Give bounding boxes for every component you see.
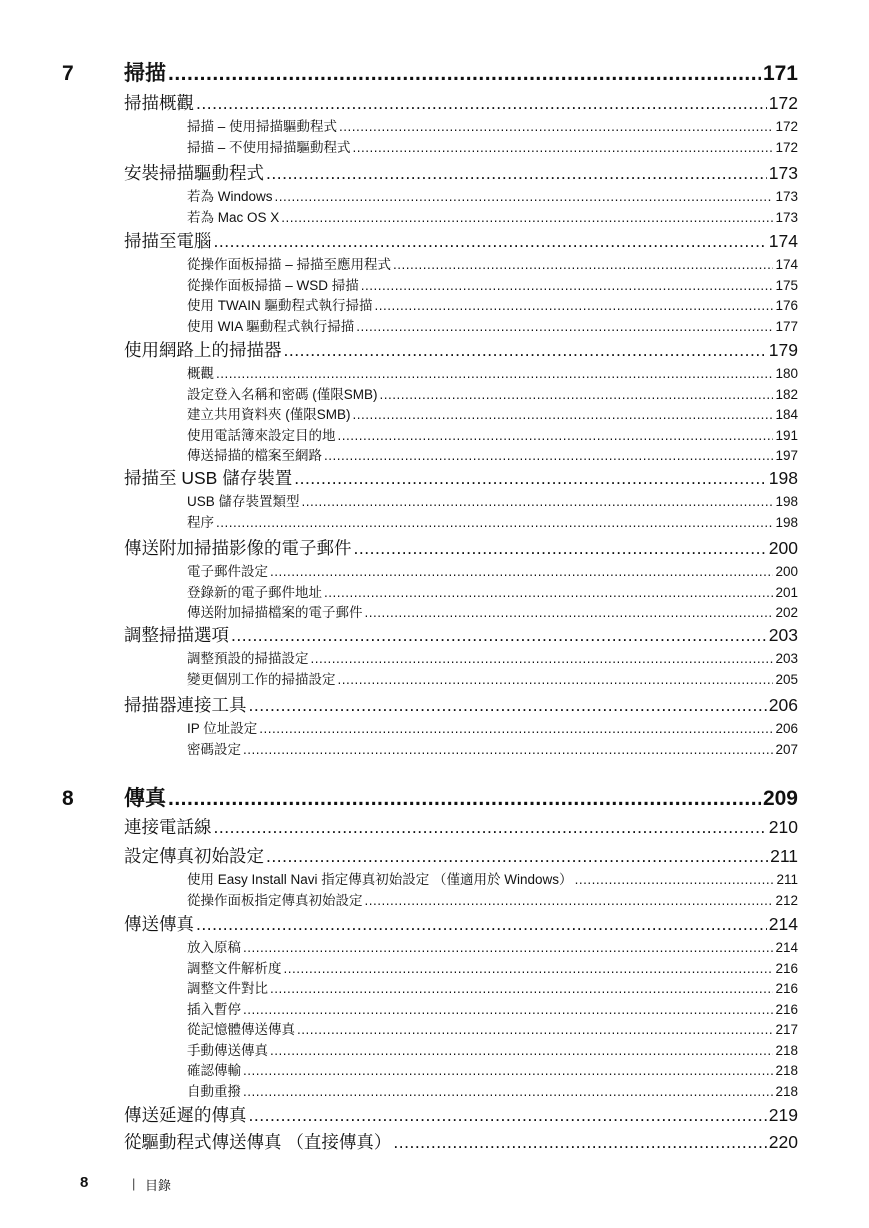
subsection-entry-title: 若為 Windows [187, 189, 273, 204]
dot-leader [353, 406, 774, 424]
subsection-entry-title: 使用 TWAIN 驅動程式執行掃描 [187, 298, 373, 313]
subsection-entry-title: 調整預設的掃描設定 [187, 651, 309, 666]
dot-leader [243, 939, 773, 957]
subsection-entry-title: 調整文件對比 [187, 981, 268, 996]
dot-leader [324, 584, 773, 602]
subsection-entry-title: 程序 [187, 514, 214, 530]
subsection-entry-page: 172 [775, 119, 798, 134]
subsection-entry-page: 184 [775, 407, 798, 422]
subsection-entry[interactable] [187, 514, 798, 532]
dot-leader [365, 892, 774, 910]
subsection-entry-title: 掃描 – 使用掃描驅動程式 [187, 119, 338, 134]
subsection-entry-page: 202 [775, 605, 798, 620]
subsection-entry[interactable] [187, 118, 798, 136]
subsection-entry-page: 176 [775, 298, 798, 313]
subsection-entry-page: 182 [775, 386, 798, 402]
subsection-entry[interactable] [187, 650, 798, 668]
dot-leader [353, 139, 774, 157]
section-entry-title: 使用網路上的掃描器 [124, 340, 282, 360]
subsection-entry[interactable] [187, 447, 798, 465]
subsection-entry-page: 200 [775, 564, 798, 579]
section-entry[interactable] [124, 537, 798, 559]
section-entry-page: 173 [768, 163, 798, 183]
subsection-entry-page: 198 [775, 514, 798, 530]
subsection-entry-page: 218 [775, 1083, 798, 1099]
subsection-entry-page: 191 [775, 427, 798, 443]
footer-page-number: 8 [80, 1174, 89, 1191]
section-entry[interactable] [124, 845, 798, 867]
subsection-entry-title: 使用 Easy Install Navi 指定傳真初始設定 （僅適用於 Windows） [187, 872, 573, 887]
dot-leader [216, 514, 773, 532]
dot-leader [575, 871, 775, 889]
footer-label: 目錄 [145, 1178, 172, 1193]
chapter-number: 8 [62, 787, 74, 810]
subsection-entry-page: 180 [775, 366, 798, 381]
dot-leader [393, 1131, 766, 1153]
dot-leader [243, 1083, 773, 1101]
section-entry-page: 214 [768, 914, 798, 934]
subsection-entry-page: 206 [775, 721, 798, 736]
dot-leader [354, 537, 767, 559]
subsection-entry-title: 調整文件解析度 [187, 960, 282, 976]
dot-leader [281, 209, 773, 227]
dot-leader [356, 318, 773, 336]
subsection-entry-page: 173 [775, 189, 798, 204]
section-entry[interactable] [124, 467, 798, 489]
section-entry-title: 掃描器連接工具 [124, 695, 247, 715]
dot-leader [338, 427, 774, 445]
subsection-entry-title: 若為 Mac OS X [187, 209, 280, 225]
dot-leader [243, 1062, 773, 1080]
subsection-entry-page: 216 [775, 981, 798, 996]
subsection-entry[interactable] [187, 939, 798, 957]
dot-leader [365, 604, 774, 622]
subsection-entry[interactable] [187, 980, 798, 998]
dot-leader [294, 467, 767, 489]
subsection-entry[interactable] [187, 406, 798, 424]
subsection-entry-title: 從操作面板指定傳真初始設定 [187, 892, 363, 908]
dot-leader [270, 980, 773, 998]
subsection-entry-title: 自動重撥 [187, 1083, 241, 1099]
dot-leader [249, 694, 767, 716]
section-entry-title: 掃描至電腦 [124, 231, 212, 251]
subsection-entry-title: 變更個別工作的掃描設定 [187, 671, 336, 687]
subsection-entry-title: 電子郵件設定 [187, 564, 268, 579]
dot-leader [311, 650, 774, 668]
subsection-entry[interactable] [187, 960, 798, 978]
subsection-entry[interactable] [187, 365, 798, 383]
dot-leader [270, 1042, 773, 1060]
dot-leader [324, 447, 773, 465]
section-entry-title: 傳送延遲的傳真 [124, 1105, 247, 1125]
subsection-entry-title: 放入原稿 [187, 940, 241, 955]
subsection-entry[interactable] [187, 209, 798, 227]
subsection-entry[interactable] [187, 1062, 798, 1080]
chapter-number: 7 [62, 62, 74, 85]
subsection-entry[interactable] [187, 427, 798, 445]
section-entry[interactable] [124, 230, 798, 252]
section-entry-page: 220 [768, 1132, 798, 1152]
subsection-entry[interactable] [187, 139, 798, 157]
subsection-entry-page: 197 [775, 448, 798, 463]
subsection-entry-title: 從操作面板掃描 – WSD 掃描 [187, 277, 359, 293]
dot-leader [168, 786, 761, 812]
subsection-entry[interactable] [187, 584, 798, 602]
section-entry[interactable] [124, 816, 798, 838]
chapter-entry[interactable] [124, 786, 798, 812]
section-entry-title: 傳送傳真 [124, 914, 194, 934]
subsection-entry[interactable] [187, 671, 798, 689]
dot-leader [266, 845, 768, 867]
subsection-entry[interactable] [187, 1042, 798, 1060]
dot-leader [266, 162, 767, 184]
subsection-entry-page: 203 [775, 651, 798, 666]
subsection-entry-title: 確認傳輸 [187, 1063, 241, 1078]
section-entry[interactable] [124, 1104, 798, 1126]
subsection-entry-title: 插入暫停 [187, 1001, 241, 1017]
subsection-entry-title: 從記憶體傳送傳真 [187, 1022, 295, 1037]
subsection-entry[interactable] [187, 1001, 798, 1019]
section-entry-title: 連接電話線 [124, 817, 212, 837]
subsection-entry-title: 設定登入名稱和密碼 (僅限SMB) [187, 386, 378, 402]
section-entry[interactable] [124, 162, 798, 184]
subsection-entry-page: 212 [775, 892, 798, 908]
dot-leader [168, 61, 761, 87]
subsection-entry[interactable] [187, 871, 798, 889]
subsection-entry[interactable] [187, 1021, 798, 1039]
subsection-entry-page: 205 [775, 671, 798, 687]
subsection-entry-page: 201 [775, 584, 798, 600]
section-entry-page: 198 [768, 468, 798, 488]
dot-leader [302, 493, 774, 511]
subsection-entry-title: 傳送附加掃描檔案的電子郵件 [187, 605, 363, 620]
subsection-entry-title: IP 位址設定 [187, 721, 258, 736]
section-entry-page: 200 [768, 538, 798, 558]
dot-leader [297, 1021, 773, 1039]
section-entry-page: 172 [768, 93, 798, 113]
dot-leader [393, 256, 773, 274]
dot-leader [361, 277, 774, 295]
dot-leader [375, 297, 774, 315]
subsection-entry-title: 概觀 [187, 366, 214, 381]
dot-leader [231, 624, 767, 646]
section-entry-page: 206 [768, 695, 798, 715]
chapter-entry[interactable] [124, 61, 798, 87]
section-entry-page: 210 [768, 817, 798, 837]
subsection-entry-title: 登錄新的電子郵件地址 [187, 584, 322, 600]
dot-leader [214, 816, 767, 838]
section-entry-title: 調整掃描選項 [124, 625, 229, 645]
subsection-entry-title: USB 儲存裝置類型 [187, 494, 300, 509]
subsection-entry-page: 175 [775, 277, 798, 293]
subsection-entry-title: 密碼設定 [187, 741, 241, 757]
section-entry-title: 掃描至 USB 儲存裝置 [124, 468, 293, 488]
dot-leader [275, 188, 774, 206]
subsection-entry-title: 使用電話簿來設定目的地 [187, 427, 336, 443]
subsection-entry[interactable] [187, 720, 798, 738]
dot-leader [259, 720, 773, 738]
dot-leader [270, 563, 773, 581]
subsection-entry-page: 173 [775, 209, 798, 225]
section-entry-title: 掃描概觀 [124, 93, 194, 113]
section-entry-title: 安裝掃描驅動程式 [124, 163, 264, 183]
dot-leader [196, 913, 767, 935]
subsection-entry-page: 214 [775, 940, 798, 955]
dot-leader [380, 386, 774, 404]
dot-leader [249, 1104, 767, 1126]
subsection-entry-page: 217 [775, 1022, 798, 1037]
subsection-entry[interactable] [187, 256, 798, 274]
subsection-entry[interactable] [187, 188, 798, 206]
subsection-entry-page: 218 [775, 1042, 798, 1058]
dot-leader [284, 960, 774, 978]
subsection-entry-page: 174 [775, 257, 798, 272]
subsection-entry[interactable] [187, 892, 798, 910]
subsection-entry-title: 使用 WIA 驅動程式執行掃描 [187, 318, 355, 334]
subsection-entry[interactable] [187, 318, 798, 336]
subsection-entry-title: 傳送掃描的檔案至網路 [187, 448, 322, 463]
subsection-entry[interactable] [187, 277, 798, 295]
section-entry-page: 211 [770, 846, 798, 866]
section-entry-title: 從驅動程式傳送傳真 （直接傳真） [124, 1132, 392, 1152]
subsection-entry-title: 建立共用資料夾 (僅限SMB) [187, 407, 351, 422]
section-entry[interactable] [124, 913, 798, 935]
subsection-entry-page: 216 [775, 1001, 798, 1017]
subsection-entry[interactable] [187, 493, 798, 511]
dot-leader [214, 230, 767, 252]
subsection-entry-page: 198 [775, 494, 798, 509]
subsection-entry[interactable] [187, 297, 798, 315]
chapter-entry-page: 171 [762, 62, 798, 85]
section-entry-page: 179 [768, 340, 798, 360]
section-entry[interactable] [124, 624, 798, 646]
subsection-entry-page: 211 [776, 872, 798, 887]
subsection-entry[interactable] [187, 604, 798, 622]
section-entry-title: 傳送附加掃描影像的電子郵件 [124, 538, 352, 558]
subsection-entry-page: 172 [775, 139, 798, 155]
subsection-entry-page: 216 [775, 960, 798, 976]
chapter-entry-page: 209 [762, 787, 798, 810]
section-entry-page: 174 [768, 231, 798, 251]
section-entry-page: 203 [768, 625, 798, 645]
section-entry-title: 設定傳真初始設定 [124, 846, 264, 866]
dot-leader [216, 365, 773, 383]
dot-leader [284, 339, 767, 361]
subsection-entry-page: 177 [775, 318, 798, 334]
subsection-entry[interactable] [187, 741, 798, 759]
chapter-entry-title: 傳真 [124, 787, 166, 810]
section-entry[interactable] [124, 339, 798, 361]
subsection-entry[interactable] [187, 563, 798, 581]
dot-leader [196, 92, 767, 114]
subsection-entry[interactable] [187, 1083, 798, 1101]
subsection-entry-title: 掃描 – 不使用掃描驅動程式 [187, 139, 351, 155]
section-entry[interactable] [124, 1131, 798, 1153]
section-entry[interactable] [124, 92, 798, 114]
dot-leader [339, 118, 773, 136]
subsection-entry-title: 從操作面板掃描 – 掃描至應用程式 [187, 257, 392, 272]
subsection-entry-page: 207 [775, 741, 798, 757]
subsection-entry-title: 手動傳送傳真 [187, 1042, 268, 1058]
dot-leader [243, 741, 773, 759]
subsection-entry-page: 218 [775, 1063, 798, 1078]
section-entry-page: 219 [768, 1105, 798, 1125]
dot-leader [243, 1001, 773, 1019]
subsection-entry[interactable] [187, 386, 798, 404]
dot-leader [338, 671, 774, 689]
section-entry[interactable] [124, 694, 798, 716]
footer-separator: | [132, 1176, 136, 1191]
chapter-entry-title: 掃描 [124, 62, 166, 85]
